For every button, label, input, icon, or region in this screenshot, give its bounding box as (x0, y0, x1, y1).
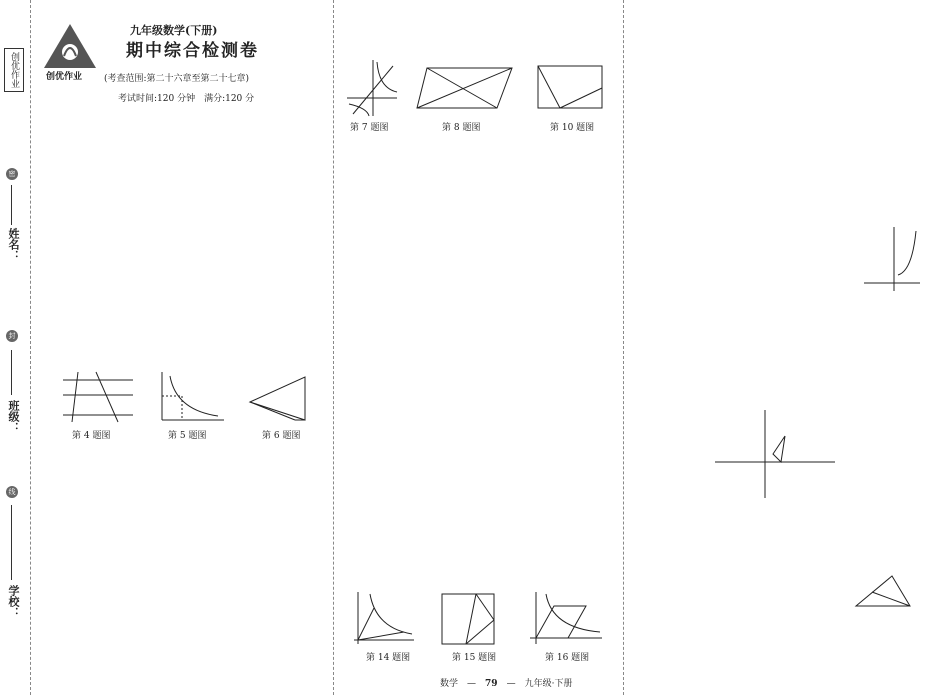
figure-15 (436, 588, 501, 648)
figure-16 (526, 588, 606, 648)
logo-text: 创优作业 (46, 72, 83, 82)
caption-8: 第 8 题图 (442, 123, 481, 133)
figure-14 (348, 588, 418, 648)
figure-4 (58, 370, 138, 425)
scope: (考查范围:第二十六章至第二十七章) (104, 74, 250, 84)
caption-14: 第 14 题图 (366, 653, 411, 663)
name-line[interactable] (11, 185, 12, 225)
figure-8 (412, 58, 522, 118)
school-label: 学校： (7, 585, 20, 618)
exam-time: 考试时间:120 分钟 满分:120 分 (118, 94, 255, 104)
figure-10 (530, 58, 610, 118)
figure-6 (245, 372, 320, 424)
figure-5 (152, 370, 227, 425)
class-label: 班级： (7, 400, 20, 433)
page-title: 期中综合检测卷 (126, 41, 259, 61)
class-line[interactable] (11, 350, 12, 395)
caption-15: 第 15 题图 (452, 653, 497, 663)
caption-5: 第 5 题图 (168, 431, 207, 441)
seal-dot: 线 (6, 486, 18, 498)
caption-6: 第 6 题图 (262, 431, 301, 441)
sidebar-badge: 创优作业 (4, 48, 24, 92)
footer: 数学 — 79 — 九年级·下册 (440, 679, 573, 689)
caption-10: 第 10 题图 (550, 123, 595, 133)
figure-7 (345, 58, 400, 118)
caption-4: 第 4 题图 (72, 431, 111, 441)
subject: 九年级数学(下册) (130, 24, 218, 37)
figure-19 (848, 570, 918, 610)
caption-16: 第 16 题图 (545, 653, 590, 663)
caption-7: 第 7 题图 (350, 123, 389, 133)
seal-dot: 密 (6, 168, 18, 180)
figure-18-grid (715, 410, 835, 498)
seal-dot: 封 (6, 330, 18, 342)
name-label: 姓名： (7, 228, 20, 261)
school-line[interactable] (11, 505, 12, 580)
figure-17 (862, 225, 922, 295)
binding-strip (0, 0, 26, 695)
